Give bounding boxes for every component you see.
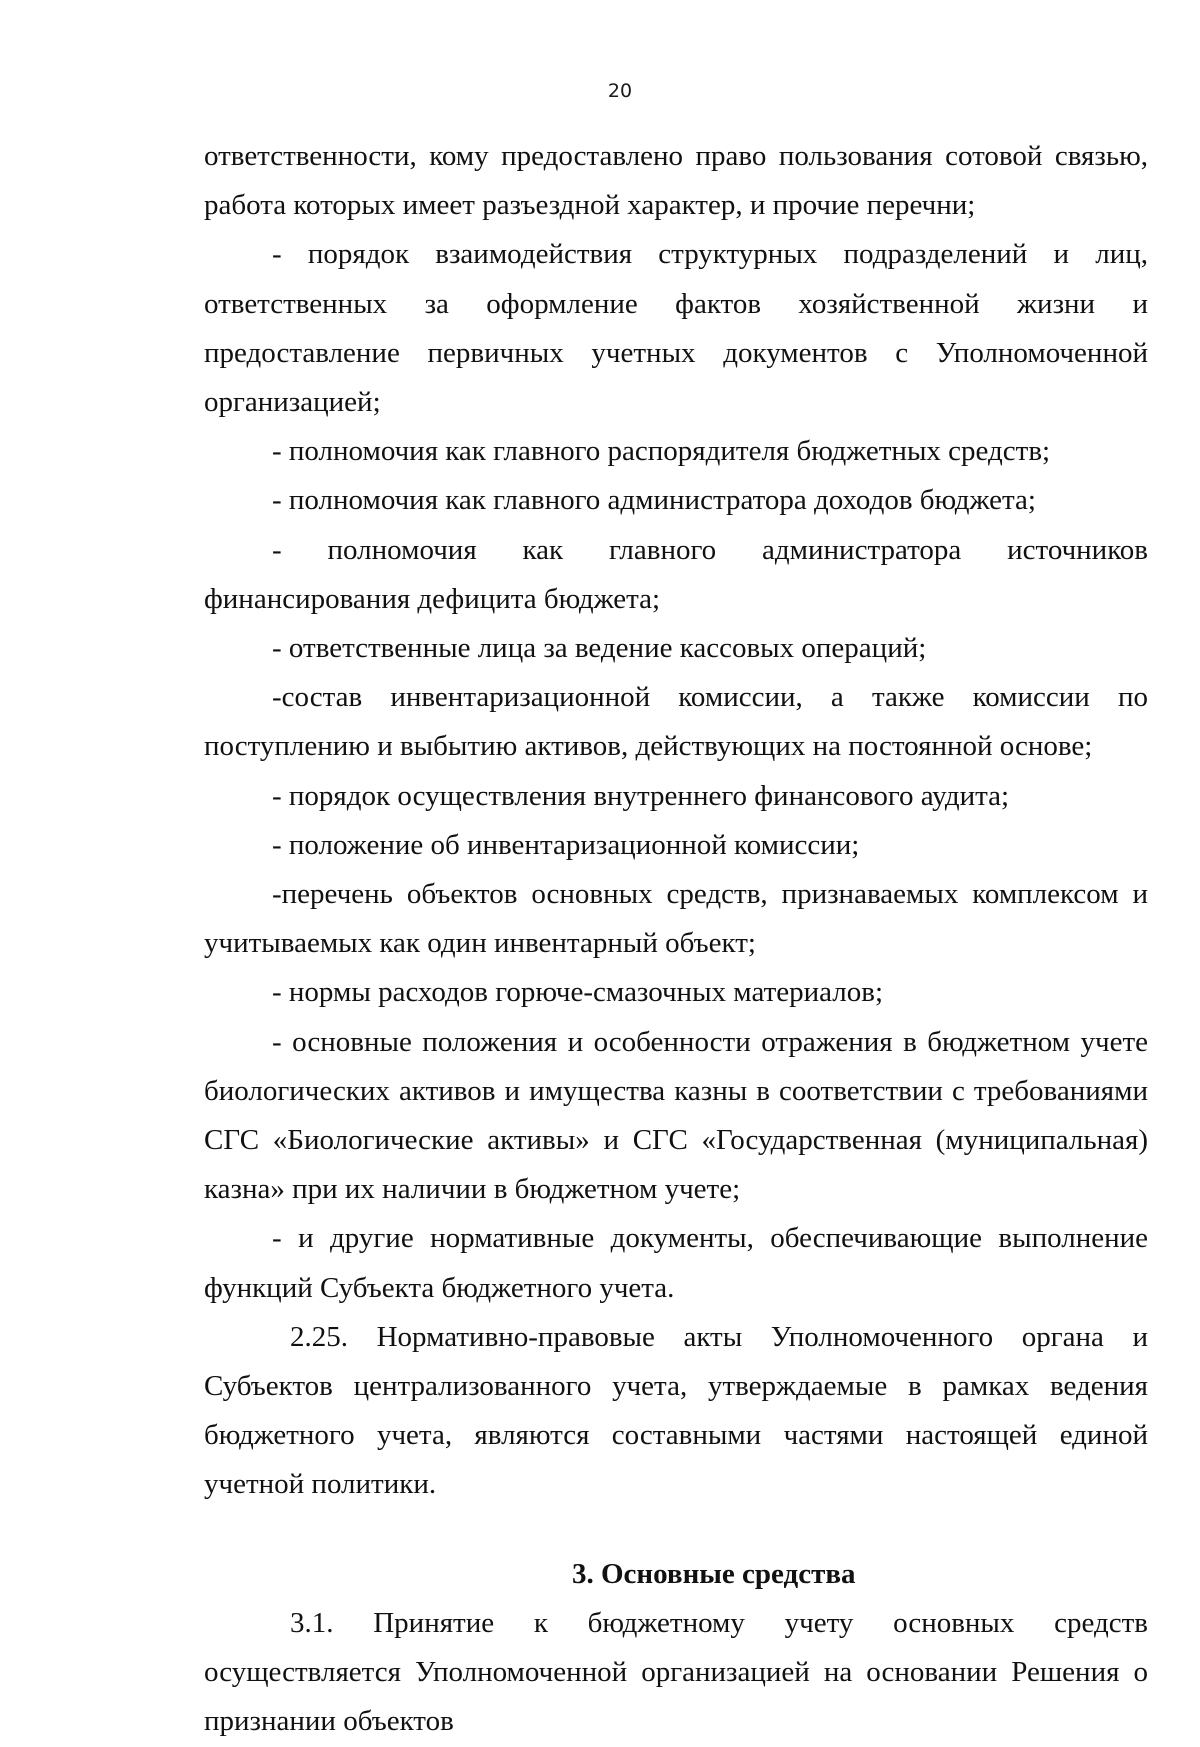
clause-3-1: 3.1. Принятие к бюджетному учету основных средств осуществляется Уполномоченной организацией на основании Решения о признании объектов (204, 1606, 1148, 1738)
list-item-fuel-norms: - нормы расходов горюче-смазочных материалов; (272, 976, 883, 1009)
page-number: 20 (607, 80, 633, 102)
list-item-inventory-commission-composition: -состав инвентаризационной комиссии, а также комиссии по поступлению и выбытию активов, действующих на постоянной основе; (204, 681, 1148, 763)
list-item-interaction-procedure: - порядок взаимодействия структурных подразделений и лиц, ответственных за оформление фактов хозяйственной жизни и предоставление первичных учетных документов с Уполномоченной организацией; (204, 238, 1148, 419)
list-item-inventory-commission-regulation: - положение об инвентаризационной комиссии; (272, 828, 860, 861)
list-item-internal-audit: - порядок осуществления внутреннего финансового аудита; (272, 779, 1010, 812)
list-item-biological-assets: - основные положения и особенности отражения в бюджетном учете биологических активов и имущества казны в соответствии с требованиями СГС «Биологические активы» и СГС «Государственная (муниципальная) казна» при их наличии в бюджетном учете; (204, 1025, 1148, 1206)
list-item-other-documents: - и другие нормативные документы, обеспечивающие выполнение функций Субъекта бюджетного учета. (204, 1222, 1148, 1304)
list-item-chief-spending-unit: - полномочия как главного распорядителя бюджетных средств; (272, 435, 1051, 468)
clause-2-25: 2.25. Нормативно-правовые акты Уполномоченного органа и Субъектов централизованного учета, утверждаемые в рамках ведения бюджетного учета, являются составными частями настоящей единой учетной политики. (204, 1320, 1148, 1501)
list-item-fixed-assets-complex: -перечень объектов основных средств, признаваемых комплексом и учитываемых как один инвентарный объект; (204, 878, 1148, 960)
section-heading: 3. Основные средства (572, 1557, 856, 1590)
paragraph-continuation: ответственности, кому предоставлено право пользования сотовой связью, работа которых имеет разъездной характер, и прочие перечни; (204, 140, 1148, 222)
document-body (204, 132, 1148, 1747)
list-item-revenue-administrator: - полномочия как главного администратора доходов бюджета; (272, 484, 1036, 517)
list-item-cash-operations: - ответственные лица за ведение кассовых операций; (272, 632, 927, 665)
list-item-deficit-sources-administrator: - полномочия как главного администратора источников финансирования дефицита бюджета; (204, 533, 1148, 615)
